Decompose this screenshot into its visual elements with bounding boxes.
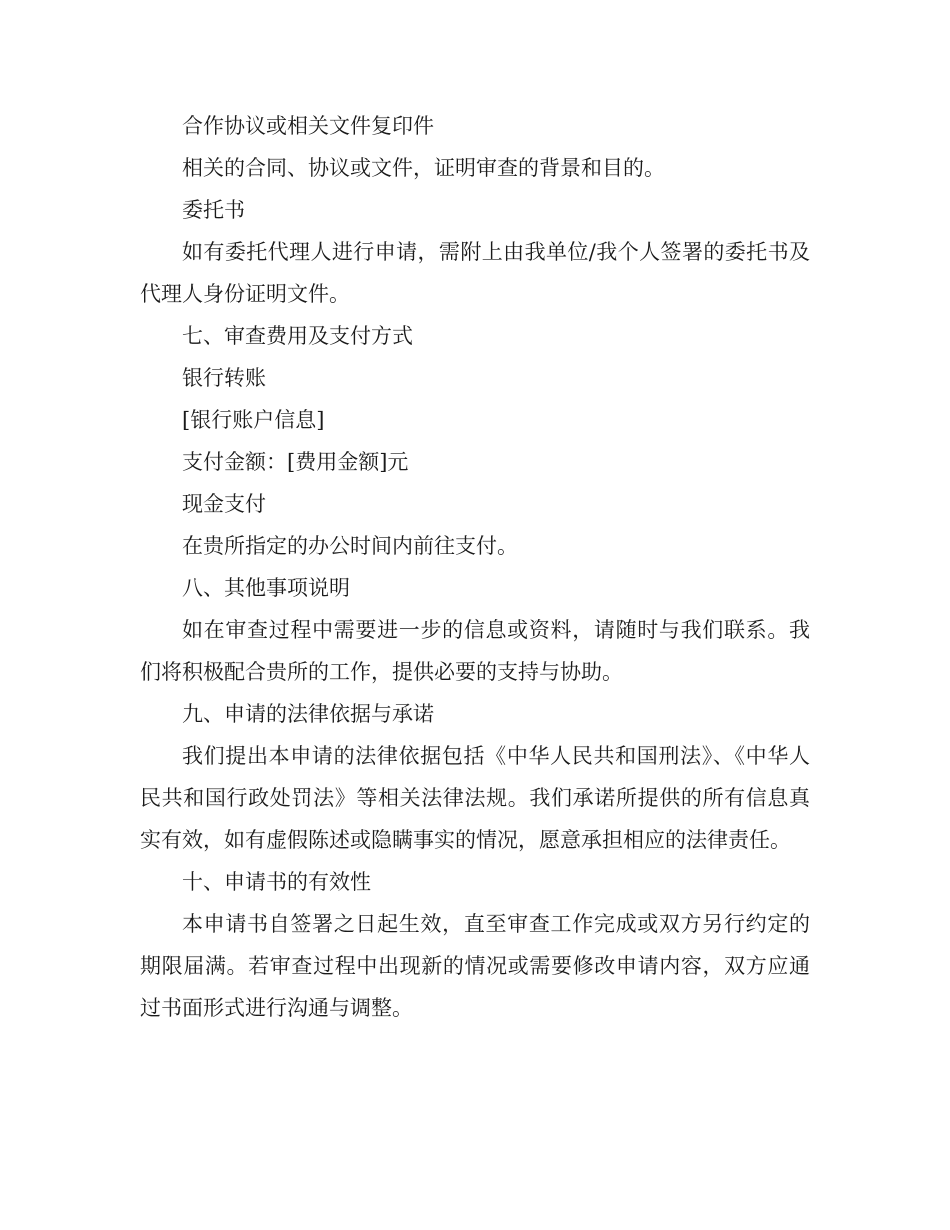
payment-method-bank: 银行转账 [182,366,266,390]
paragraph-cash-payment: 在贵所指定的办公时间内前往支付。 [182,534,518,558]
paragraph-validity: 本申请书自签署之日起生效，直至审查工作完成或双方另行约定的期限届满。若审查过程中出现新的情况或需要修改申请内容，双方应通过书面形式进行沟通与调整。 [140,912,810,1020]
paragraph-other-matters: 如在审查过程中需要进一步的信息或资料，请随时与我们联系。我们将积极配合贵所的工作，提供必要的支持与协助。 [140,618,810,684]
bank-account-info: [银行账户信息] [182,408,325,432]
document-body [140,105,810,1029]
payment-method-cash: 现金支付 [182,492,266,516]
section-heading-9: 九、申请的法律依据与承诺 [182,702,434,726]
section-heading-10: 十、申请书的有效性 [182,870,371,894]
heading-cooperation-copy: 合作协议或相关文件复印件 [182,114,434,138]
heading-power-of-attorney: 委托书 [182,198,245,222]
section-heading-7: 七、审查费用及支付方式 [182,324,413,348]
paragraph-power-of-attorney: 如有委托代理人进行申请，需附上由我单位/我个人签署的委托书及代理人身份证明文件。 [140,240,810,306]
paragraph-legal-basis: 我们提出本申请的法律依据包括《中华人民共和国刑法》、《中华人民共和国行政处罚法》等相关法律法规。我们承诺所提供的所有信息真实有效，如有虚假陈述或隐瞒事实的情况，愿意承担相应的法律责任。 [140,744,810,852]
payment-amount: 支付金额：[费用金额]元 [182,450,409,474]
paragraph-contracts: 相关的合同、协议或文件，证明审查的背景和目的。 [182,156,665,180]
section-heading-8: 八、其他事项说明 [182,576,350,600]
